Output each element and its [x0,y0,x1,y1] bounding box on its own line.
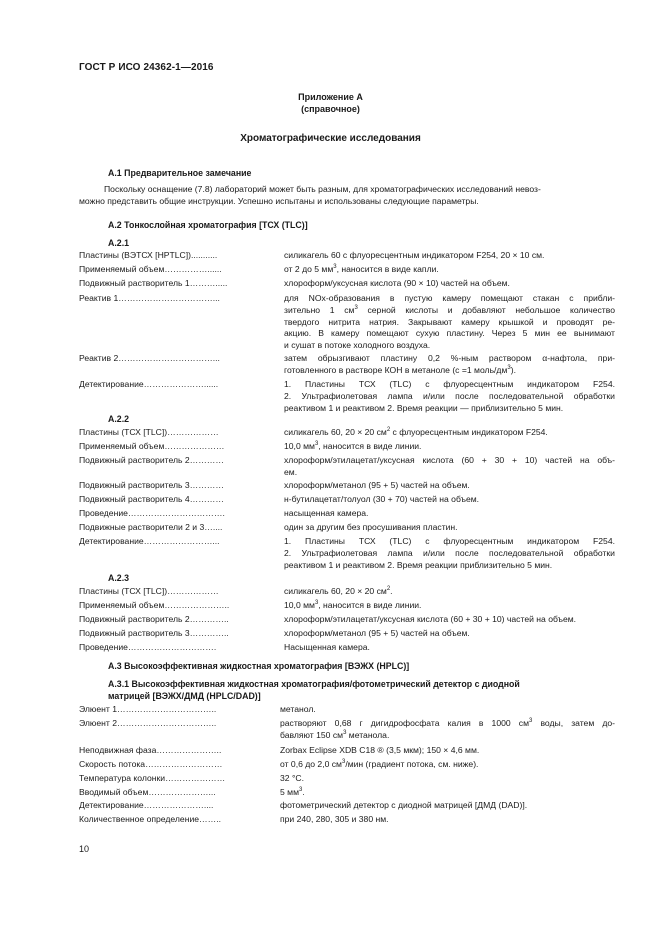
parameter-value [284,494,615,506]
value-line: 1. Пластины ТСХ (TLC) с флуоресцентным индикатором F254. [284,536,615,546]
section-a2-heading: А.2 Тонкослойная хроматография [ТСХ (TLC)] [108,220,308,230]
parameter-label: Подвижный растворитель 3………… [79,480,224,490]
parameter-label: Подвижный растворитель 2………… [79,455,224,465]
parameter-label: Детектирование………………….... [79,800,214,810]
value-line: Zorbax Eclipse XDB C18 ® (3,5 мкм); 150 × 4,6 мм. [280,745,480,755]
appendix-heading: Хроматографические исследования [240,133,421,144]
parameter-label: Применяемый объем………………… [79,441,225,451]
value-line: от 2 до 5 $мм^3$, наносится в виде капли. [284,264,439,274]
value-line: реактивом 1 и реактивом 2. Время реакции приблизительно 5 мин. [284,559,553,570]
value-line: при 240, 280, 305 и 380 нм. [280,814,389,824]
parameter-value [280,704,615,716]
parameter-label: Скорость потока……………………… [79,759,223,769]
parameter-value [280,718,615,742]
parameter-value [280,787,615,799]
parameter-value [284,278,615,290]
parameter-value [284,614,620,626]
value-line: от 0,6 до 2,0 $см^3$/мин (градиент потока, см. ниже). [280,759,479,769]
value-line: 10,0 $мм^3$, наносится в виде линии. [284,600,422,610]
parameter-label: Количественное определение…….. [79,814,221,824]
value-line: Насыщенная камера. [284,642,370,652]
parameter-value [284,264,615,276]
value-line: н-бутилацетат/толуол (30 + 70) частей на объем. [284,494,480,504]
parameter-value [280,759,615,771]
parameter-label: Подвижный растворитель 1………..... [79,278,228,288]
parameter-value [284,455,615,479]
parameter-value [284,480,615,492]
parameter-label: Применяемый объем……………...... [79,264,222,274]
value-line: силикагель 60, 20 × 20 $см^2$. [284,586,393,596]
value-line: 5 $мм^3$. [280,787,305,797]
parameter-value [284,536,615,571]
parameter-value [284,522,615,534]
parameter-value [284,508,615,520]
value-line: затем обрызгивают пластину 0,2 %-ным раствором α-нафтола, при- [284,353,615,363]
section-a1-paragraph [79,184,615,208]
parameter-label: Детектирование……………………... [79,536,220,546]
parameter-value [280,773,615,785]
parameter-label: Пластины (ВЭТСХ [HPTLC])........... [79,250,218,260]
value-line: ем. [284,466,298,477]
value-line: 10,0 $мм^3$, наносится в виде линии. [284,441,422,451]
paragraph-line: Поскольку оснащение (7.8) лабораторий может быть разным, для хроматографических исследований невоз- [104,184,541,194]
subsection-a23-heading: А.2.3 [108,573,130,583]
parameter-label: Проведение……………………………. [79,508,225,518]
value-line: растворяют 0,68 г дигидрофосфата калия в 1000 $см^3$ воды, затем до- [280,718,616,728]
value-line: силикагель 60 с флуоресцентным индикатором F254, 20 × 10 см. [284,250,545,260]
parameter-label: Неподвижная фаза………………….. [79,745,222,755]
parameter-label: Подвижный растворитель 2………….. [79,614,229,624]
parameter-value [280,814,615,826]
value-line: силикагель 60, 20 × 20 $см^2$ с флуоресцентным индикатором F254. [284,427,548,437]
document-code: ГОСТ Р ИСО 24362-1—2016 [79,62,214,73]
value-line: хлороформ/метанол (95 + 5) частей на объем. [284,480,470,490]
parameter-value [284,427,615,439]
value-line: хлороформ/этилацетат/уксусная кислота (60 + 30 + 10) частей на объем. [284,614,577,624]
appendix-title: Приложение А [298,92,363,102]
value-line: 32 °C. [280,773,304,783]
appendix-subtitle: (справочное) [301,104,360,114]
value-line: хлороформ/этилацетат/уксусная кислота (60 + 30 + 10) частей на объ- [284,455,615,465]
parameter-label: Пластины (ТСХ [TLC])……………… [79,427,219,437]
value-line: 2. Ультрафиолетовая лампа и/или после последовательной обработки [284,547,615,558]
parameter-value [284,586,620,598]
parameter-value [284,441,615,453]
parameter-label: Реактив 1……………………………... [79,293,220,303]
parameter-label: Подвижный растворитель 4………… [79,494,224,504]
subsection-a21-heading: А.2.1 [108,238,130,248]
parameter-value [284,642,620,654]
value-line: акцию. В камеру помещают сухую пластину. Через 5 мин ее вынимают [284,328,615,339]
value-line: готовленного в растворе КОН в метаноле (с =1 моль/$дм^3$). [284,364,516,375]
page-number: 10 [79,844,90,854]
value-line: 2. Ультрафиолетовая лампа и/или после последовательной обработки [284,390,615,401]
value-line: фотометрический детектор с диодной матрицей [ДМД (DAD)]. [280,800,528,810]
parameter-value [284,293,615,352]
parameter-value [284,379,615,414]
section-a1-heading: А.1 Предварительное замечание [108,168,252,178]
value-line: для NOx-образования в пустую камеру помещают стакан с прибли- [284,293,615,303]
parameter-label: Реактив 2……………………………... [79,353,220,363]
value-line: зительно 1 $см^3$ серной кислоты и добавляют небольшое количество [284,304,615,315]
parameter-value [280,800,615,812]
value-line: бавляют 150 $см^3$ метанола. [280,729,390,740]
parameter-value [284,353,615,377]
value-line: хлороформ/метанол (95 + 5) частей на объем. [284,628,470,638]
parameter-label: Температура колонки………………… [79,773,226,783]
value-line: и сушат в потоке холодного воздуха. [284,340,431,351]
parameter-value [284,600,620,612]
section-a3-heading: А.3 Высокоэффективная жидкостная хроматография [ВЭЖХ (HPLC)] [108,661,410,671]
value-line: хлороформ/уксусная кислота (90 × 10) частей на объем. [284,278,510,288]
parameter-label: Вводимый объем…………………... [79,787,216,797]
value-line: метанол. [280,704,316,714]
parameter-label: Подвижный растворитель 3………….. [79,628,229,638]
value-line: 1. Пластины ТСХ (TLC) с флуоресцентным индикатором F254. [284,379,615,389]
parameter-label: Элюент 1…………………………….. [79,704,217,714]
parameter-label: Детектирование…………………...... [79,379,219,389]
parameter-label: Применяемый объем………………….. [79,600,230,610]
value-line: насыщенная камера. [284,508,369,518]
parameter-label: Пластины (ТСХ [TLC])……………… [79,586,219,596]
value-line: один за другим без просушивания пластин. [284,522,458,532]
value-line: твердого нитрита натрия. Закрывают камеру крышкой и проводят ре- [284,316,615,327]
paragraph-line: можно представить общие инструкции. Успешно испытаны и использованы следующие параметры. [79,195,479,206]
subsection-a22-heading: А.2.2 [108,414,130,424]
subsection-a31-heading-line1: А.3.1 Высокоэффективная жидкостная хроматография/фотометрический детектор с диодной [108,679,520,689]
value-line: реактивом 1 и реактивом 2. Время реакции — приблизительно 5 мин. [284,402,564,413]
parameter-label: Проведение…………………………. [79,642,217,652]
parameter-value [284,628,620,640]
subsection-a31-heading-line2: матрицей [ВЭЖХ/ДМД (HPLC/DAD)] [108,691,261,701]
parameter-label: Подвижные растворители 2 и 3….... [79,522,223,532]
parameter-value [284,250,615,262]
parameter-label: Элюент 2…………………………….. [79,718,217,728]
parameter-value [280,745,615,757]
